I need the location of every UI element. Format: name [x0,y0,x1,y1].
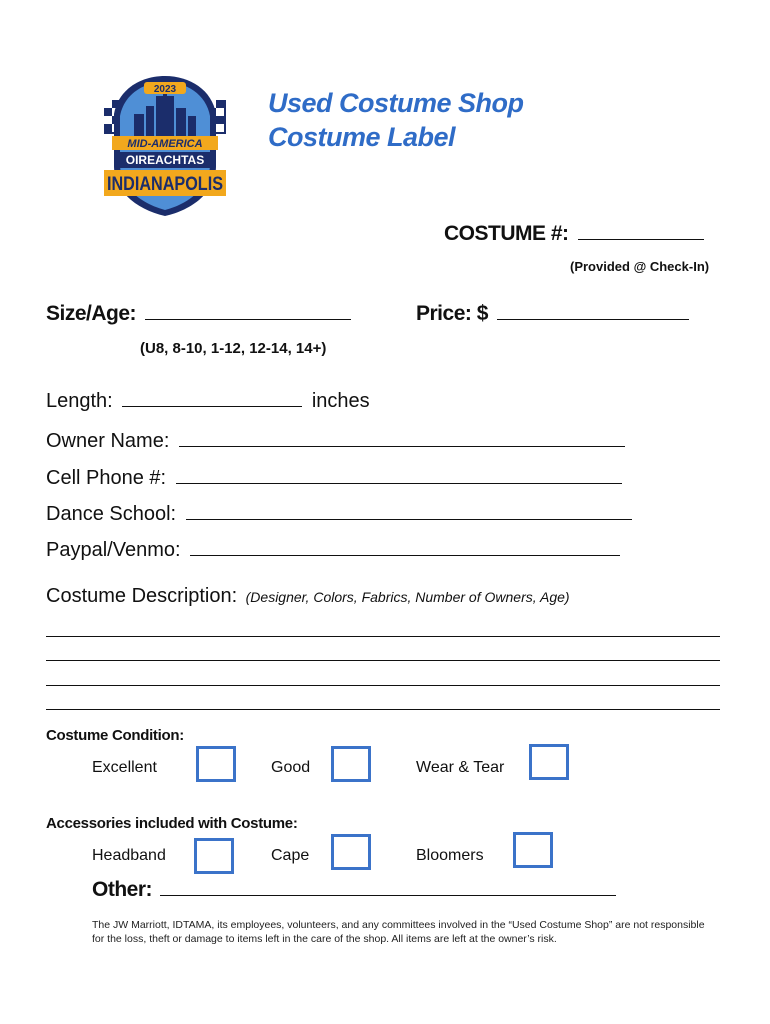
title-line2: Costume Label [268,122,456,152]
logo-emblem [100,70,230,220]
accessory-headband-checkbox[interactable] [194,838,234,874]
condition-option-label: Excellent [92,759,157,776]
description-line-2[interactable] [46,660,720,661]
form-title [268,86,524,154]
description-line-4[interactable] [46,709,720,710]
accessories-heading: Accessories included with Costume: [46,815,298,832]
size-age-label: Size/Age: [46,302,137,325]
logo-line2: OIREACHTAS [125,153,205,167]
cell-phone-field[interactable] [176,483,622,484]
dance-school-row [46,503,632,526]
length-unit: inches [311,390,370,412]
condition-good-checkbox[interactable] [331,746,371,782]
dance-school-label: Dance School: [46,503,177,525]
cell-phone-label: Cell Phone #: [46,467,167,489]
other-field[interactable] [160,895,616,896]
costume-number-note: (Provided @ Check-In) [570,259,710,274]
other-label: Other: [92,878,152,901]
condition-heading: Costume Condition: [46,727,184,744]
logo-line3: INDIANAPOLIS [107,174,223,195]
accessory-option-label: Cape [271,847,310,864]
cell-phone-row [46,467,622,490]
paypal-venmo-field[interactable] [190,555,620,556]
condition-option-label: Good [271,759,311,776]
description-row [46,585,570,608]
length-label: Length: [46,390,113,412]
price-label: Price: $ [416,302,488,325]
accessory-option-label: Headband [92,847,166,864]
length-row [46,390,370,413]
title-line1: Used Costume Shop [268,88,524,118]
description-label: Costume Description: [46,585,238,607]
dance-school-field[interactable] [186,519,632,520]
accessory-cape-checkbox[interactable] [331,834,371,870]
logo-year: 2023 [153,84,177,95]
condition-wear-tear-checkbox[interactable] [529,744,569,780]
description-line-3[interactable] [46,685,720,686]
oireachtas-logo [100,70,230,220]
other-row [92,878,616,902]
price-field[interactable] [497,319,689,320]
condition-excellent-checkbox[interactable] [196,746,236,782]
costume-number-label: COSTUME #: [444,222,569,245]
accessory-bloomers-checkbox[interactable] [513,832,553,868]
disclaimer-text: The JW Marriott, IDTAMA, its employees, volunteers, and any committees involved in the “Used Costume Shop” are not responsible for the loss, theft or damage to items left in the care of the shop. All items are left at the owner’s risk. [92,919,705,945]
owner-name-row [46,430,625,453]
accessory-option-label: Bloomers [416,847,484,864]
owner-name-label: Owner Name: [46,430,170,452]
owner-name-field[interactable] [179,446,625,447]
size-age-field[interactable] [145,319,351,320]
size-age-row [46,302,351,326]
condition-option-label: Wear & Tear [416,759,505,776]
price-row [416,302,689,326]
costume-number-field[interactable] [578,239,704,240]
paypal-venmo-label: Paypal/Venmo: [46,539,181,561]
description-line-1[interactable] [46,636,720,637]
description-hint: (Designer, Colors, Fabrics, Number of Owners, Age) [245,589,570,605]
size-age-note: (U8, 8-10, 1-12, 12-14, 14+) [140,340,327,357]
length-field[interactable] [122,406,302,407]
costume-number-row [444,222,704,246]
logo-line1: MID-AMERICA [127,138,203,150]
paypal-venmo-row [46,539,620,562]
